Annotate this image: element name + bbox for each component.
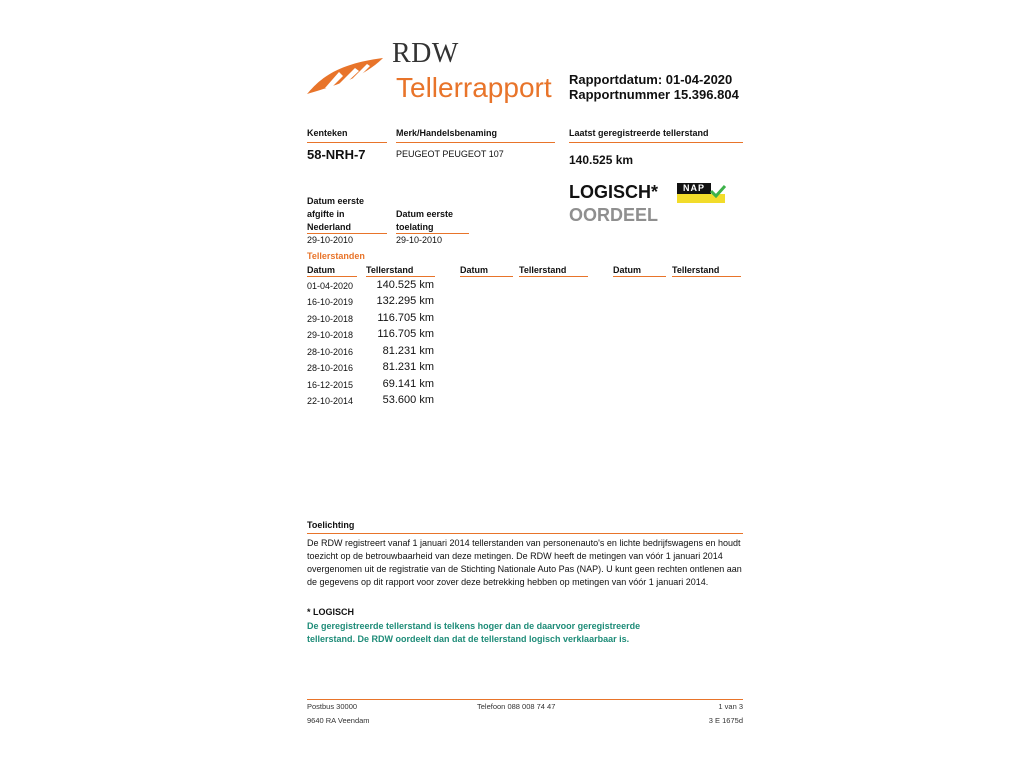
- document-title: Tellerrapport: [396, 72, 552, 103]
- brand-wordmark: RDW: [392, 38, 459, 69]
- checkmark-icon: [710, 184, 726, 198]
- rdw-logo-icon: [305, 52, 385, 96]
- column-header-date: Datum: [613, 265, 642, 275]
- first-issue-label: Datum eerste afgifte in Nederland: [307, 196, 365, 232]
- report-date: Rapportdatum: 01-04-2020: [569, 72, 733, 87]
- reading-km: 116.705 km: [377, 328, 434, 340]
- reading-km: 116.705 km: [377, 312, 434, 324]
- footnote-title: * LOGISCH: [307, 607, 355, 617]
- table-row: [307, 328, 437, 342]
- divider: [460, 276, 513, 277]
- footnote-line: De geregistreerde tellerstand is telkens hoger dan de daarvoor geregistreerde: [307, 621, 641, 631]
- divider: [366, 276, 435, 277]
- reading-km: 53.600 km: [382, 394, 434, 406]
- footer-phone: Telefoon 088 008 74 47: [477, 702, 556, 711]
- divider: [396, 142, 555, 143]
- reading-date: 28-10-2016: [307, 363, 354, 373]
- footnote-line: tellerstand. De RDW oordeelt dan dat de tellerstand logisch verklaarbaar is.: [307, 634, 630, 644]
- divider: [307, 533, 743, 534]
- divider: [569, 142, 743, 143]
- first-issue-value: 29-10-2010: [307, 235, 354, 245]
- make-value: PEUGEOT PEUGEOT 107: [396, 149, 504, 159]
- divider: [307, 276, 357, 277]
- verdict-text: LOGISCH*: [569, 182, 659, 202]
- explanation-body: De RDW registreert vanaf 1 januari 2014 tellerstanden van personenauto's en lichte bedrijfswagens en houdt toezicht op de betrouwbaarheid van deze metingen. De RDW heeft de metingen van vóór 1 januari 2014 overgenomen uit de registratie van de Stichting Nationale Auto Pas (NAP). U kunt geen rechten ontlenen aan de gegevens op dit rapport voor zover deze betrekking hebben op metingen van vóór 1 januari 2014.: [307, 538, 742, 587]
- last-reading-label: Laatst geregistreerde tellerstand: [569, 128, 709, 138]
- make-label: Merk/Handelsbenaming: [396, 128, 498, 138]
- reading-date: 01-04-2020: [307, 281, 354, 291]
- table-row: [307, 345, 437, 359]
- first-admission-value: 29-10-2010: [396, 235, 443, 245]
- reading-km: 132.295 km: [376, 295, 434, 307]
- divider: [307, 142, 387, 143]
- divider: [396, 233, 469, 234]
- report-number: Rapportnummer 15.396.804: [569, 87, 739, 102]
- last-reading-value: 140.525 km: [569, 153, 634, 167]
- first-admission-label: Datum eerste toelating: [396, 209, 454, 232]
- table-row: [307, 378, 437, 392]
- divider: [307, 233, 387, 234]
- reading-km: 81.231 km: [382, 361, 434, 373]
- footer-address-line: Postbus 30000: [307, 702, 358, 711]
- explanation-title: Toelichting: [307, 520, 355, 530]
- reading-date: 28-10-2016: [307, 347, 354, 357]
- table-row: [307, 361, 437, 375]
- reading-date: 16-12-2015: [307, 380, 354, 390]
- table-row: [307, 295, 437, 309]
- reading-km: 81.231 km: [382, 345, 434, 357]
- table-row: [307, 312, 437, 326]
- column-header-date: Datum: [460, 265, 489, 275]
- readings-section-title: Tellerstanden: [307, 251, 365, 261]
- column-header-reading: Tellerstand: [366, 265, 414, 275]
- divider: [672, 276, 741, 277]
- plate-label: Kenteken: [307, 128, 348, 138]
- footer-address-line: 9640 RA Veendam: [307, 716, 370, 725]
- report-meta: [569, 72, 739, 102]
- column-header-date: Datum: [307, 265, 336, 275]
- table-row: [307, 394, 437, 408]
- divider: [613, 276, 666, 277]
- plate-value: 58-NRH-7: [307, 147, 366, 162]
- footer-divider: [307, 699, 743, 700]
- reading-km: 69.141 km: [382, 378, 434, 390]
- table-row: [307, 279, 437, 293]
- divider: [519, 276, 588, 277]
- column-header-reading: Tellerstand: [519, 265, 567, 275]
- reading-date: 22-10-2014: [307, 396, 354, 406]
- reading-date: 29-10-2018: [307, 330, 354, 340]
- reading-km: 140.525 km: [376, 279, 434, 291]
- reading-date: 16-10-2019: [307, 297, 354, 307]
- nap-wordmark: NAP: [677, 183, 711, 194]
- verdict-subtitle: OORDEEL: [569, 205, 659, 225]
- column-header-reading: Tellerstand: [672, 265, 720, 275]
- page-number: 1 van 3: [718, 702, 743, 711]
- nap-logo: [677, 183, 725, 203]
- document-code: 3 E 1675d: [708, 716, 743, 725]
- reading-date: 29-10-2018: [307, 314, 354, 324]
